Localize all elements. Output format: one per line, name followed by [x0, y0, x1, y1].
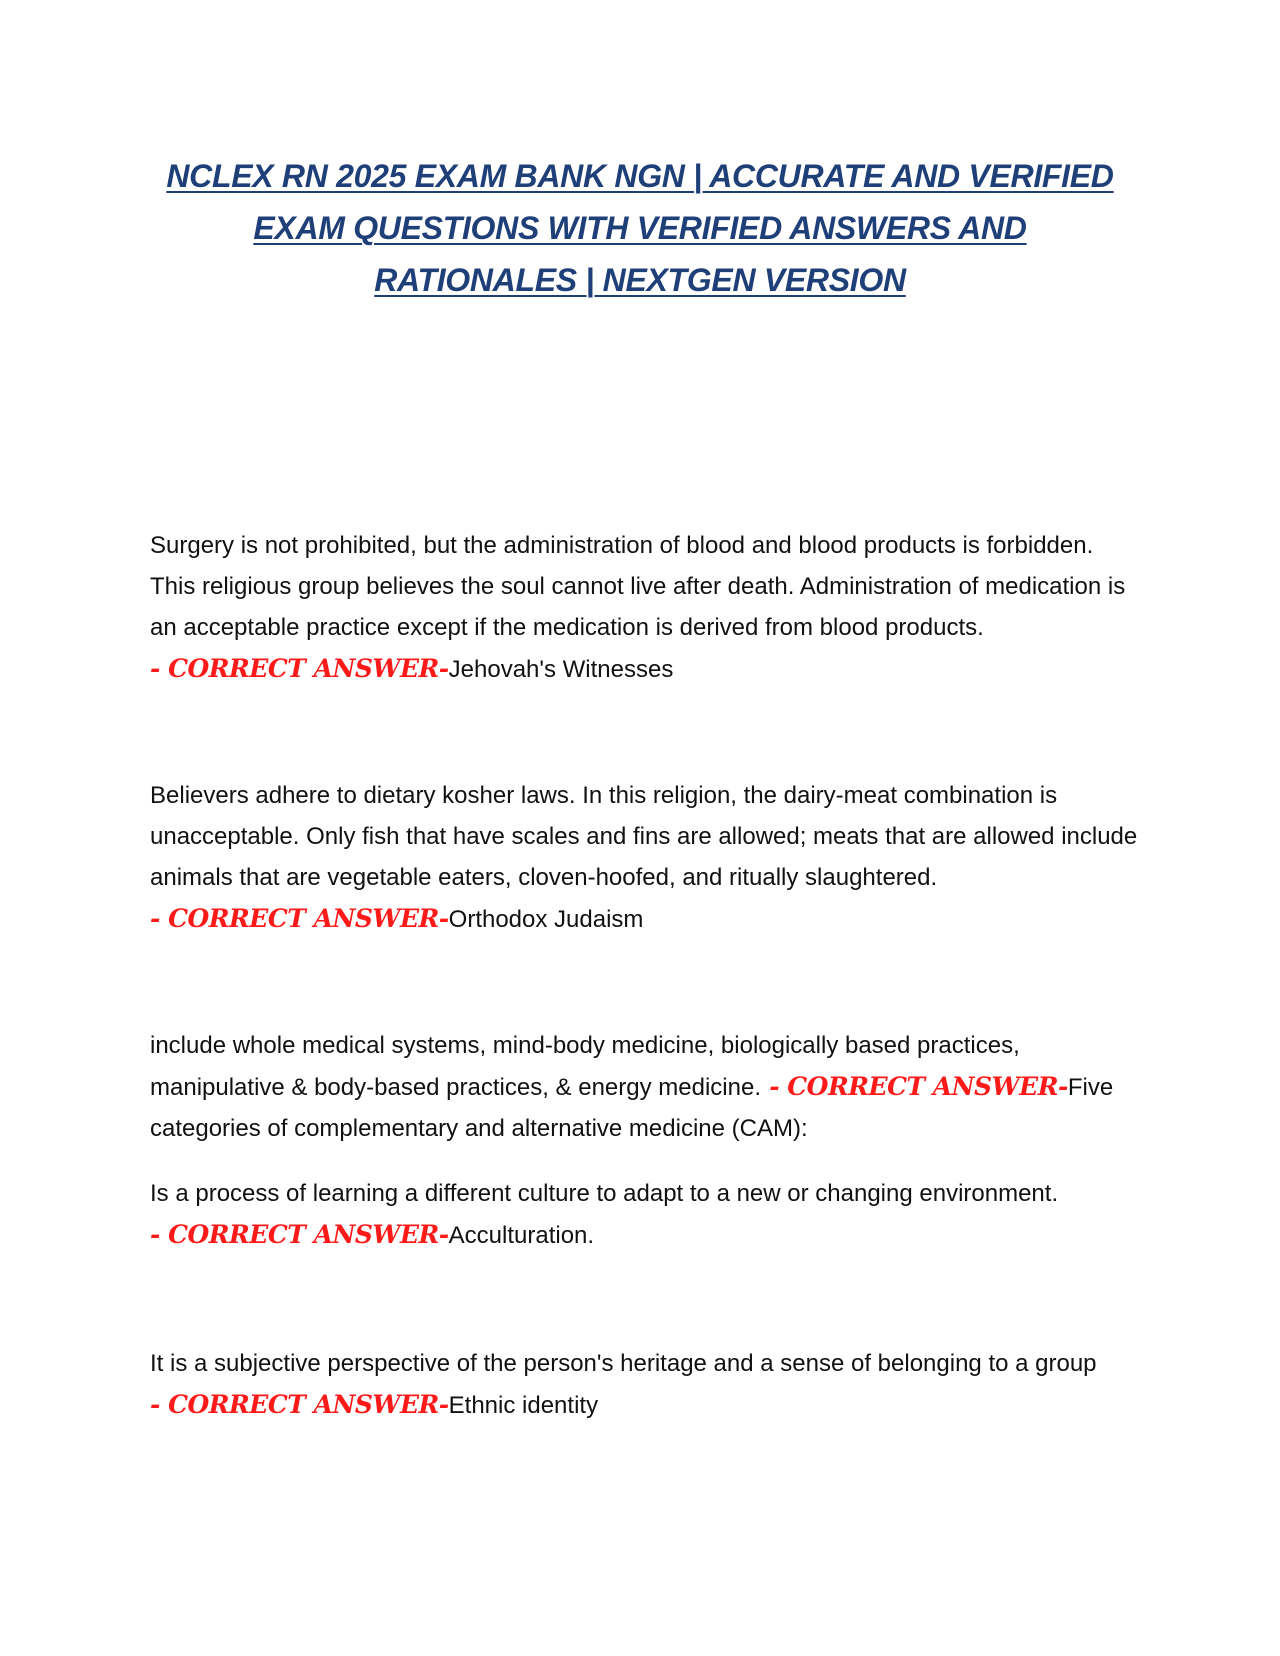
- qa-item-2: [150, 775, 1140, 940]
- answer-text: Orthodox Judaism: [448, 906, 644, 933]
- qa-item-3: [150, 1025, 1140, 1149]
- qa-item-4: [150, 1173, 1140, 1256]
- title-line-1: NCLEX RN 2025 EXAM BANK NGN | ACCURATE AND VERIFIED: [166, 158, 1114, 194]
- title-line-3: RATIONALES | NEXTGEN VERSION: [374, 262, 906, 298]
- answer-text: Ethnic identity: [448, 1392, 599, 1419]
- document-title: [140, 150, 1140, 306]
- correct-answer-marker: - CORRECT ANSWER-: [150, 654, 449, 683]
- qa-item-5: [150, 1343, 1140, 1426]
- question-text: Believers adhere to dietary kosher laws. In this religion, the dairy-meat combination is unacceptable. Only fish that have scales and fins are allowed; meats that are allowed include animals that are vegetable eaters, cloven-hoofed, and ritually slaughtered.: [150, 782, 1138, 891]
- correct-answer-marker: - CORRECT ANSWER-: [150, 1390, 449, 1419]
- question-text: include whole medical systems, mind-body medicine, biologically based practices, manipulative & body-based practices, & energy medicine.: [150, 1032, 1020, 1101]
- correct-answer-marker: - CORRECT ANSWER-: [150, 1220, 449, 1249]
- question-text: Surgery is not prohibited, but the administration of blood and blood products is forbidden. This religious group believes the soul cannot live after death. Administration of medication is an acceptable practice except if the medication is derived from blood products.: [150, 532, 1126, 641]
- answer-text: Five categories of complementary and alternative medicine (CAM):: [150, 1074, 1114, 1142]
- answer-text: Jehovah's Witnesses: [448, 656, 674, 683]
- title-line-2: EXAM QUESTIONS WITH VERIFIED ANSWERS AND: [253, 210, 1027, 246]
- correct-answer-marker: - CORRECT ANSWER-: [150, 904, 449, 933]
- answer-text: Acculturation.: [448, 1222, 595, 1249]
- correct-answer-marker: - CORRECT ANSWER-: [761, 1072, 1068, 1101]
- question-text: It is a subjective perspective of the person's heritage and a sense of belonging to a group: [150, 1350, 1097, 1377]
- question-text: Is a process of learning a different culture to adapt to a new or changing environment.: [150, 1180, 1059, 1207]
- qa-item-1: [150, 525, 1140, 690]
